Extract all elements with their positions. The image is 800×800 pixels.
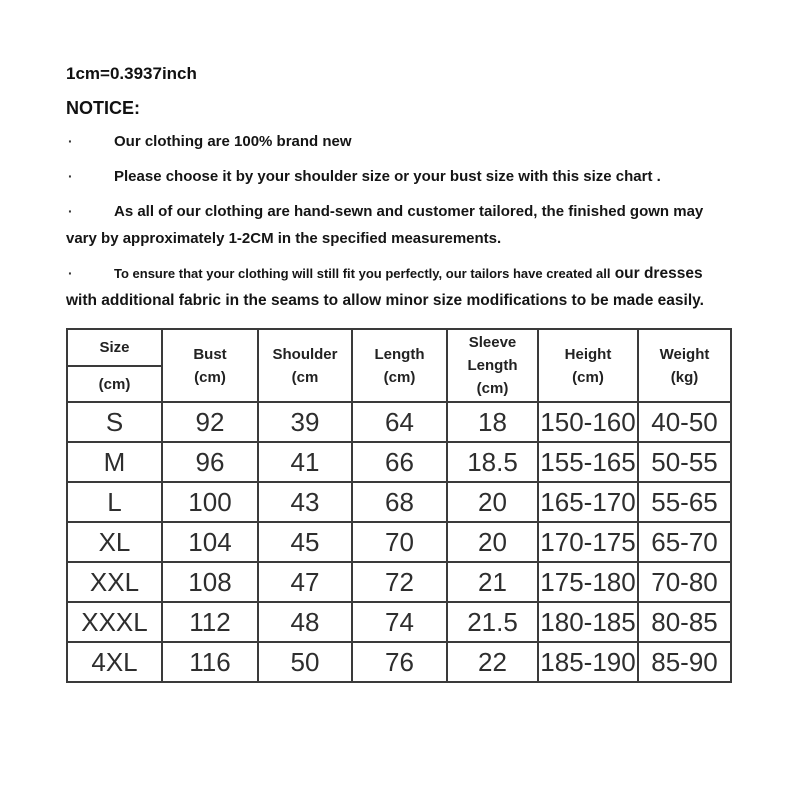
cell-weight: 85-90 [638, 642, 731, 682]
table-row-4xl [67, 642, 731, 682]
notice-heading: NOTICE: [66, 98, 140, 118]
cell-sleeve: 20 [447, 522, 538, 562]
cell-weight: 50-55 [638, 442, 731, 482]
bullet-icon: · [68, 265, 73, 281]
notice-item-text-small: To ensure that your clothing will still fit you perfectly, our tailors have created all [114, 266, 611, 281]
bullet-icon: · [68, 168, 73, 184]
cell-weight: 65-70 [638, 522, 731, 562]
cell-shoulder: 43 [258, 482, 352, 522]
cell-shoulder: 48 [258, 602, 352, 642]
col-header-size-unit [67, 366, 162, 402]
col-header-sleeve-length [447, 329, 538, 402]
cell-length: 74 [352, 602, 447, 642]
cell-length: 64 [352, 402, 447, 442]
col-header-unit: (cm) [383, 368, 416, 386]
notice-item-text: As all of our clothing are hand-sewn and customer tailored, the finished gown may vary by approximately 1-2CM in the specified measurements. [66, 203, 704, 247]
col-header-bust [162, 329, 258, 402]
cell-size: S [67, 402, 162, 442]
cell-length: 68 [352, 482, 447, 522]
notice-item-text: Our clothing are 100% brand new [114, 133, 352, 150]
col-header-label: Length [374, 345, 425, 363]
col-header-length [352, 329, 447, 402]
col-header-label: Height [564, 345, 612, 363]
cell-length: 72 [352, 562, 447, 602]
cell-length: 66 [352, 442, 447, 482]
cell-shoulder: 47 [258, 562, 352, 602]
cell-size: XXL [67, 562, 162, 602]
unit-conversion-note: 1cm=0.3937inch [66, 64, 197, 83]
cell-sleeve: 22 [447, 642, 538, 682]
cell-sleeve: 20 [447, 482, 538, 522]
col-header-size [67, 329, 162, 366]
cell-bust: 96 [162, 442, 258, 482]
cell-size: XL [67, 522, 162, 562]
bullet-icon: · [68, 133, 73, 149]
cell-height: 170-175 [538, 522, 638, 562]
cell-height: 180-185 [538, 602, 638, 642]
cell-length: 76 [352, 642, 447, 682]
size-chart-header [67, 329, 731, 402]
cell-height: 150-160 [538, 402, 638, 442]
cell-shoulder: 41 [258, 442, 352, 482]
table-row-l [67, 482, 731, 522]
notice-item-brand-new [66, 128, 730, 155]
table-row-m [67, 442, 731, 482]
notice-item-choose-size [66, 163, 730, 190]
col-header-label: Size [99, 339, 130, 356]
cell-weight: 70-80 [638, 562, 731, 602]
col-header-unit: (kg) [670, 368, 699, 386]
cell-weight: 80-85 [638, 602, 731, 642]
cell-bust: 100 [162, 482, 258, 522]
cell-weight: 55-65 [638, 482, 731, 522]
col-header-label: Weight [659, 345, 710, 363]
col-header-weight [638, 329, 731, 402]
cell-sleeve: 18.5 [447, 442, 538, 482]
cell-shoulder: 50 [258, 642, 352, 682]
cell-size: L [67, 482, 162, 522]
size-chart-body [67, 402, 731, 682]
cell-height: 175-180 [538, 562, 638, 602]
cell-weight: 40-50 [638, 402, 731, 442]
col-header-unit: (cm) [476, 380, 509, 397]
col-header-unit: (cm) [572, 368, 604, 386]
bullet-icon: · [68, 203, 73, 219]
col-header-unit: (cm [291, 368, 319, 386]
size-chart-table [66, 328, 732, 683]
col-header-label: Shoulder [272, 345, 338, 363]
cell-shoulder: 39 [258, 402, 352, 442]
cell-size: 4XL [67, 642, 162, 682]
col-header-unit: (cm) [98, 375, 131, 393]
cell-shoulder: 45 [258, 522, 352, 562]
col-header-unit: (cm) [194, 368, 226, 386]
col-header-shoulder [258, 329, 352, 402]
cell-height: 155-165 [538, 442, 638, 482]
cell-sleeve: 21.5 [447, 602, 538, 642]
cell-bust: 108 [162, 562, 258, 602]
notice-item-hand-sewn [66, 198, 730, 252]
cell-bust: 112 [162, 602, 258, 642]
cell-size: M [67, 442, 162, 482]
cell-bust: 104 [162, 522, 258, 562]
cell-bust: 116 [162, 642, 258, 682]
col-header-height [538, 329, 638, 402]
cell-sleeve: 18 [447, 402, 538, 442]
cell-sleeve: 21 [447, 562, 538, 602]
col-header-label: Sleeve Length [467, 334, 518, 374]
cell-height: 165-170 [538, 482, 638, 522]
cell-size: XXXL [67, 602, 162, 642]
table-row-s [67, 402, 731, 442]
table-row-xxl [67, 562, 731, 602]
table-row-xxxl [67, 602, 731, 642]
table-row-xl [67, 522, 731, 562]
notice-item-text: Please choose it by your shoulder size or your bust size with this size chart . [114, 168, 661, 185]
col-header-label: Bust [193, 345, 227, 363]
notice-item-text-large: our dresses with additional fabric in the seams to allow minor size modifications to be made easily. [66, 265, 704, 309]
cell-height: 185-190 [538, 642, 638, 682]
cell-length: 70 [352, 522, 447, 562]
notice-item-seam-allowance [66, 260, 730, 314]
cell-bust: 92 [162, 402, 258, 442]
